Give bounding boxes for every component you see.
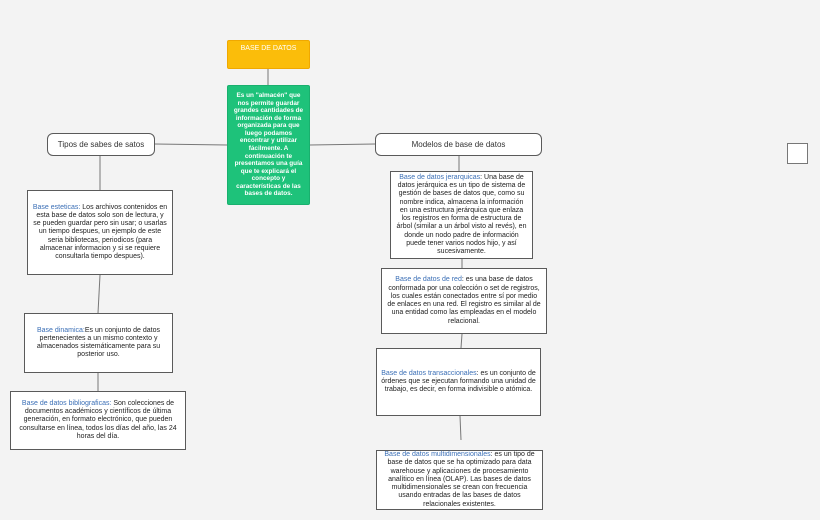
center-text: Es un "almacén" que nos permite guardar grandes cantidades de información de forma organizada para que luego podamos encontrar y utilizar fácilmente. A continuación te presentamos una guía que te explicará el concepto y características de las bases de datos.: [233, 92, 304, 198]
left-header-node[interactable]: [47, 133, 155, 156]
right-item-node[interactable]: [381, 268, 547, 334]
left-item-term: Base dinamica:: [37, 326, 85, 334]
connector-left-item1-item2: [98, 275, 100, 313]
right-item-text: : es una base de datos conformada por una colección o set de registros, los cuales están conectados entre sí por medio de enlaces en una red. El registro es similar al de una entidad como las empleadas en el modelo relacional.: [387, 276, 541, 325]
left-item-text: Es un conjunto de datos pertenecientes a un mismo contexto y almacenados sistemáticamente para su posterior uso.: [36, 326, 161, 359]
left-item-term: Base de datos bibliograficas:: [21, 399, 112, 407]
right-item-text: : es un conjunto de órdenes que se ejecutan formando una unidad de trabajo, es decir, en forma indivisible o atómica.: [381, 369, 536, 394]
right-item-text: : es un tipo de base de datos que se ha optimizado para data warehouse y aplicaciones de procesamiento analítico en línea (OLAP). Las bases de datos multidimensionales se crean con frecuencia usando entradas de las bases de datos relacionales existentes.: [387, 451, 535, 508]
left-item-node[interactable]: [27, 190, 173, 275]
title-text: BASE DE DATOS: [240, 45, 297, 52]
right-item-node[interactable]: [390, 171, 533, 259]
right-item-node[interactable]: [376, 450, 543, 510]
right-item-term: Base de datos multidimensionales: [384, 451, 491, 459]
right-item-text: : Una base de datos jerárquica es un tipo de sistema de gestión de bases de datos que, como su nombre indica, almacena la información en una estructura jerárquica que enlaza los registros en forma de estructura de árbol (similar a un árbol visto al revés), en donde un nodo padre de información puede tener varios nodos hijo, y así sucesivamente.: [396, 173, 527, 255]
connector-right-item3-item4: [460, 416, 461, 440]
right-item-term: Base de datos jerarquicas: [399, 173, 481, 181]
left-item-text: Son colecciones de documentos académicos y científicos de última generación, en formato electrónico, que pueden consultarse en línea, todos los días del año, las 24 horas del día.: [19, 399, 177, 440]
left-item-text: Los archivos contenidos en esta base de datos solo son de lectura, y se pueden guardar pero sin usar; o usarlas un tiempo despues, un ejemplo de este seria bibliotecas, periodicos (para almacenar informacion y si se requiere consultarla tiempo despues).: [33, 203, 168, 261]
left-header-text: Tipos de sabes de satos: [57, 139, 145, 149]
connector-center-left: [155, 144, 227, 145]
left-item-node[interactable]: [24, 313, 173, 373]
title-node[interactable]: [227, 40, 310, 69]
connector-right-item2-item3: [461, 334, 462, 348]
center-node[interactable]: [227, 85, 310, 205]
right-header-node[interactable]: [375, 133, 542, 156]
right-header-text: Modelos de base de datos: [411, 139, 506, 149]
connector-center-right: [310, 144, 375, 145]
right-item-term: Base de datos de red: [395, 276, 462, 284]
left-item-node[interactable]: [10, 391, 186, 450]
left-item-term: Base esteticas:: [32, 203, 81, 211]
right-item-node[interactable]: [376, 348, 541, 416]
empty-shape-node[interactable]: [787, 143, 808, 164]
right-item-term: Base de datos transaccionales: [381, 369, 477, 377]
